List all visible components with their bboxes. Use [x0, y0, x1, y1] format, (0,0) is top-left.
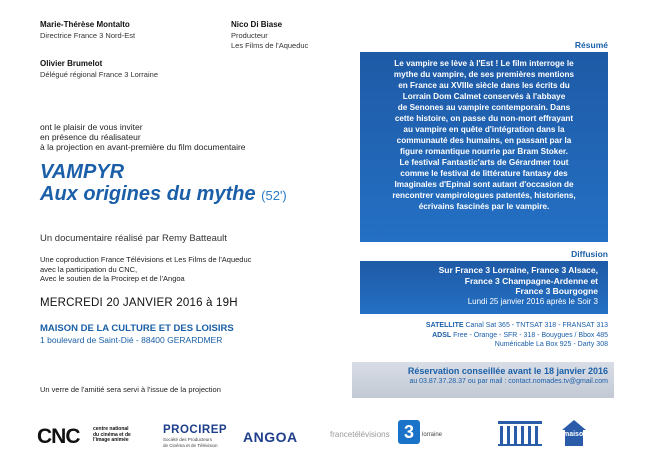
resume-line: mythe du vampire, de ses premières mentions	[393, 70, 575, 79]
procirep-line: Société des Producteurs	[163, 437, 213, 442]
cnc-logo-text	[93, 427, 131, 444]
resume-line: cette histoire, on passe du non-mort effrayant	[394, 114, 574, 123]
francetelevisions-logo: francetélévisions	[330, 430, 390, 439]
diffusion-label: Diffusion	[571, 249, 608, 259]
resume-line: Le vampire se lève à l'Est ! Le film interroge le	[394, 59, 574, 68]
copro-line: Avec le soutien de la Procirep et de l'Angoa	[40, 274, 185, 283]
diffusion-date: Lundi 25 janvier 2016 après le Soir 3	[467, 296, 598, 306]
resume-line: Imaginales d'Epinal sont autant d'occasion de	[394, 180, 574, 189]
resume-line: en France au XVIIIe siècle dans les écrits du	[398, 81, 570, 90]
film-subtitle	[40, 184, 287, 206]
copro-line: Une coproduction France Télévisions et Les Films de l'Aqueduc	[40, 255, 252, 264]
resume-line: comme le festival de littérature fantasy des	[400, 169, 568, 178]
drink-text: Un verre de l'amitié sera servi à l'issue de la projection	[40, 385, 221, 394]
cnc-line: du cinéma et de	[93, 431, 131, 438]
copro-text	[40, 255, 251, 284]
film-subtitle-text: Aux origines du mythe	[40, 183, 256, 205]
invite-text	[40, 122, 246, 152]
resume-line: Le festival Fantastic'arts de Gérardmer tout	[399, 158, 569, 167]
resume-text	[360, 52, 608, 212]
diffusion-line: France 3 Champagne-Ardenne et	[464, 275, 598, 286]
maison-logo	[560, 418, 600, 448]
resume-line: de Senones au vampire contemporain. Dans	[397, 103, 571, 112]
event-address: 1 boulevard de Saint-Dié - 88400 GERARDMER	[40, 335, 223, 345]
adsl-text-2: Numéricable La Box 925 - Darty 308	[494, 341, 608, 348]
reservation-title: Réservation conseillée avant le 18 janvier 2016	[407, 366, 608, 376]
angoa-logo: ANGOA	[243, 429, 298, 445]
diffusion-line: France 3 Bourgogne	[515, 286, 598, 296]
channels	[360, 321, 608, 350]
signatory-1-role: Directrice France 3 Nord-Est	[40, 31, 136, 40]
satellite-label: SATELLITE	[425, 322, 464, 329]
france3-logo: 3	[398, 420, 420, 444]
procirep-subtext	[163, 437, 217, 448]
resume-line: rencontrer vampirologues patentés, historiens,	[392, 191, 576, 200]
cnc-line: centre national	[93, 426, 129, 432]
resume-line: Lorrain Dom Calmet conservés à l'abbaye	[402, 92, 566, 101]
france3-region: lorraine	[422, 432, 443, 438]
cnc-logo: CNC	[37, 425, 80, 448]
diffusion-line: Sur France 3 Lorraine, France 3 Alsace,	[438, 265, 598, 275]
invite-line: en présence du réalisateur	[40, 132, 141, 142]
film-duration: (52')	[261, 188, 287, 203]
diffusion-text	[360, 261, 608, 307]
resume-line: communauté des humains, en passant par la	[396, 136, 572, 145]
maison-logo-text: maison	[563, 431, 588, 438]
resume-line: écrivains fascinés par le vampire.	[418, 202, 550, 211]
signatory-2-name: Nico Di Biase	[231, 20, 283, 29]
signatory-2-company: Les Films de l'Aqueduc	[231, 41, 309, 50]
signatory-1-name: Marie-Thérèse Montalto	[40, 20, 130, 29]
copro-line: avec la participation du CNC,	[40, 264, 138, 274]
satellite-text: Canal Sat 365 - TNTSAT 318 - FRANSAT 313	[465, 322, 608, 329]
reservation-box	[352, 362, 614, 398]
event-venue: MAISON DE LA CULTURE ET DES LOISIRS	[40, 323, 234, 334]
adsl-label: ADSL	[432, 331, 452, 339]
film-title: VAMPYR	[40, 161, 125, 183]
director-line: Un documentaire réalisé par Remy Batteault	[40, 233, 227, 244]
resume-label: Résumé	[574, 40, 608, 50]
adsl-text: Free - Orange - SFR - 318 - Bouygues / Bbox 485	[453, 331, 608, 339]
invite-line: à la projection en avant-première du film documentaire	[40, 142, 246, 152]
signatory-3-name: Olivier Brumelot	[40, 59, 103, 68]
resume-line: au vampire en quête d'intégration dans la	[403, 125, 565, 134]
cnc-line: l'image animée	[93, 437, 129, 444]
procirep-logo: PROCIREP	[163, 424, 228, 436]
event-date: MERCREDI 20 JANVIER 2016 à 19H	[40, 297, 238, 309]
procirep-line: de Cinéma et de Télévision	[163, 442, 218, 448]
invite-line: ont le plaisir de vous inviter	[40, 122, 143, 132]
resume-line: figure romantique nourrie par Bram Stoker.	[400, 147, 568, 156]
diffusion-box	[360, 261, 608, 314]
signatory-3-role: Délégué régional France 3 Lorraine	[40, 70, 158, 79]
resume-box	[360, 52, 608, 242]
reservation-contact: au 03.87.37.28.37 ou par mail : contact.nomades.tv@gmail.com	[409, 378, 608, 385]
gerardmer-emblem-icon	[494, 418, 546, 448]
signatory-2-role: Producteur	[231, 31, 268, 40]
